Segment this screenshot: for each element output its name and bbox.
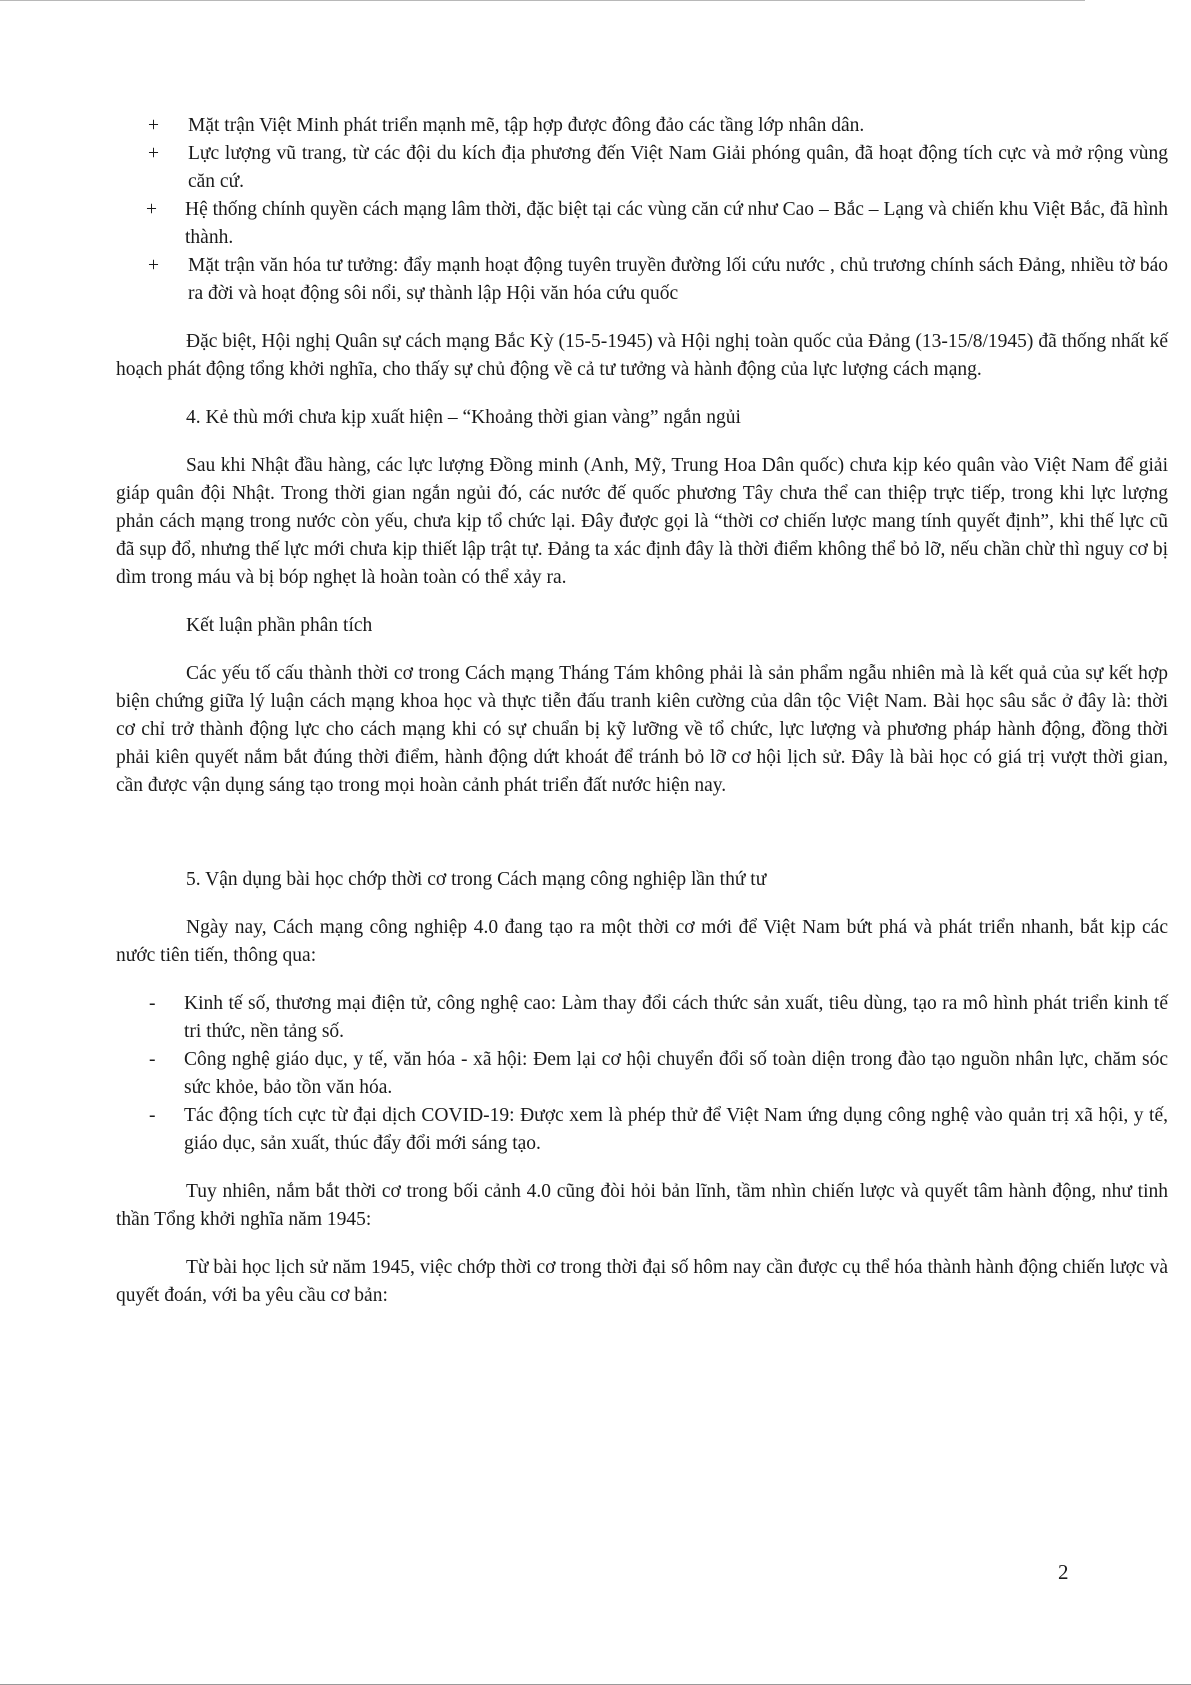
plus-bullet-marker: + <box>146 199 157 220</box>
page-number: 2 <box>1058 1560 1069 1584</box>
list-item-text: Mặt trận văn hóa tư tưởng: đẩy mạnh hoạt động tuyên truyền đường lối cứu nước , chủ trương chính sách Đảng, nhiều tờ báo ra đời và hoạt động sôi nổi, sự thành lập Hội văn hóa cứu quốc <box>188 255 1168 304</box>
paragraph-section-5-lesson: Từ bài học lịch sử năm 1945, việc chớp thời cơ trong thời đại số hôm nay cần được cụ thể hóa thành hành động chiến lược và quyết đoán, với ba yêu cầu cơ bản: <box>116 1257 1168 1306</box>
conclusion-heading: Kết luận phần phân tích <box>186 615 373 636</box>
list-item <box>116 112 1168 140</box>
paragraph-section-5-intro: Ngày nay, Cách mạng công nghiệp 4.0 đang tạo ra một thời cơ mới để Việt Nam bứt phá và phát triển nhanh, bắt kịp các nước tiên tiến, thông qua: <box>116 917 1168 966</box>
list-item <box>116 1102 1168 1158</box>
section-heading-5: 5. Vận dụng bài học chớp thời cơ trong Cách mạng công nghiệp lần thứ tư <box>186 869 767 890</box>
list-item-text: Kinh tế số, thương mại điện tử, công nghệ cao: Làm thay đổi cách thức sản xuất, tiêu dùng, tạo ra mô hình phát triển kinh tế tri thức, nền tảng số. <box>184 993 1168 1042</box>
paragraph-section-4: Sau khi Nhật đầu hàng, các lực lượng Đồng minh (Anh, Mỹ, Trung Hoa Dân quốc) chưa kịp kéo quân vào Việt Nam để giải giáp quân đội Nhật. Trong thời gian ngắn ngủi đó, các nước đế quốc phương Tây chưa thể can thiệp trực tiếp, trong khi lực lượng phản cách mạng trong nước còn yếu, chưa kịp tổ chức lại. Đây được gọi là “thời cơ chiến lược mang tính quyết định”, khi thế lực cũ đã sụp đổ, nhưng thế lực mới chưa kịp thiết lập trật tự. Đảng ta xác định đây là thời điểm không thể bỏ lỡ, nếu chần chừ thì nguy cơ bị dìm trong máu và bị bóp nghẹt là hoàn toàn có thể xảy ra. <box>116 455 1168 588</box>
paragraph-conclusion: Các yếu tố cấu thành thời cơ trong Cách mạng Tháng Tám không phải là sản phẩm ngẫu nhiên mà là kết quả của sự kết hợp biện chứng giữa lý luận cách mạng khoa học và thực tiễn đấu tranh kiên cường của dân tộc Việt Nam. Bài học sâu sắc ở đây là: thời cơ chỉ trở thành động lực cho cách mạng khi có sự chuẩn bị kỹ lưỡng về tổ chức, lực lượng và phương pháp hành động, đồng thời phải kiên quyết nắm bắt đúng thời điểm, hành động dứt khoát để tránh bỏ lỡ cơ hội lịch sử. Đây là bài học có giá trị vượt thời gian, cần được vận dụng sáng tạo trong mọi hoàn cảnh phát triển đất nước hiện nay. <box>116 663 1168 796</box>
plus-bullet-marker: + <box>148 115 159 136</box>
list-item-text: Mặt trận Việt Minh phát triển mạnh mẽ, tập hợp được đông đảo các tầng lớp nhân dân. <box>188 115 865 136</box>
list-item <box>116 252 1168 308</box>
list-item-text: Lực lượng vũ trang, từ các đội du kích địa phương đến Việt Nam Giải phóng quân, đã hoạt động tích cực và mở rộng vùng căn cứ. <box>188 143 1168 192</box>
list-item <box>116 1046 1168 1102</box>
paragraph-section-5-however: Tuy nhiên, nắm bắt thời cơ trong bối cảnh 4.0 cũng đòi hỏi bản lĩnh, tầm nhìn chiến lược và quyết tâm hành động, như tinh thần Tổng khởi nghĩa năm 1945: <box>116 1181 1168 1230</box>
list-item <box>116 990 1168 1046</box>
plus-bullet-marker: + <box>148 143 159 164</box>
dash-bullet-marker: - <box>149 1105 156 1126</box>
list-item-text: Công nghệ giáo dục, y tế, văn hóa - xã hội: Đem lại cơ hội chuyển đổi số toàn diện trong đào tạo nguồn nhân lực, chăm sóc sức khỏe, bảo tồn văn hóa. <box>184 1049 1168 1098</box>
plus-bullet-marker: + <box>148 255 159 276</box>
dash-bullet-marker: - <box>149 1049 156 1070</box>
paragraph-special: Đặc biệt, Hội nghị Quân sự cách mạng Bắc Kỳ (15-5-1945) và Hội nghị toàn quốc của Đảng (13-15/8/1945) đã thống nhất kế hoạch phát động tổng khởi nghĩa, cho thấy sự chủ động về cả tư tưởng và hành động của lực lượng cách mạng. <box>116 331 1168 380</box>
list-item <box>116 140 1168 196</box>
list-item-text: Hệ thống chính quyền cách mạng lâm thời, đặc biệt tại các vùng căn cứ như Cao – Bắc – Lạng và chiến khu Việt Bắc, đã hình thành. <box>185 199 1168 248</box>
document-page <box>116 112 1168 1310</box>
page-top-edge <box>0 0 1085 1</box>
list-item <box>116 196 1168 252</box>
section-heading-4: 4. Kẻ thù mới chưa kịp xuất hiện – “Khoảng thời gian vàng” ngắn ngủi <box>186 407 741 428</box>
list-item-text: Tác động tích cực từ đại dịch COVID-19: Được xem là phép thử để Việt Nam ứng dụng công nghệ vào quản trị xã hội, y tế, giáo dục, sản xuất, thúc đẩy đổi mới sáng tạo. <box>184 1105 1168 1154</box>
dash-bullet-marker: - <box>149 993 156 1014</box>
